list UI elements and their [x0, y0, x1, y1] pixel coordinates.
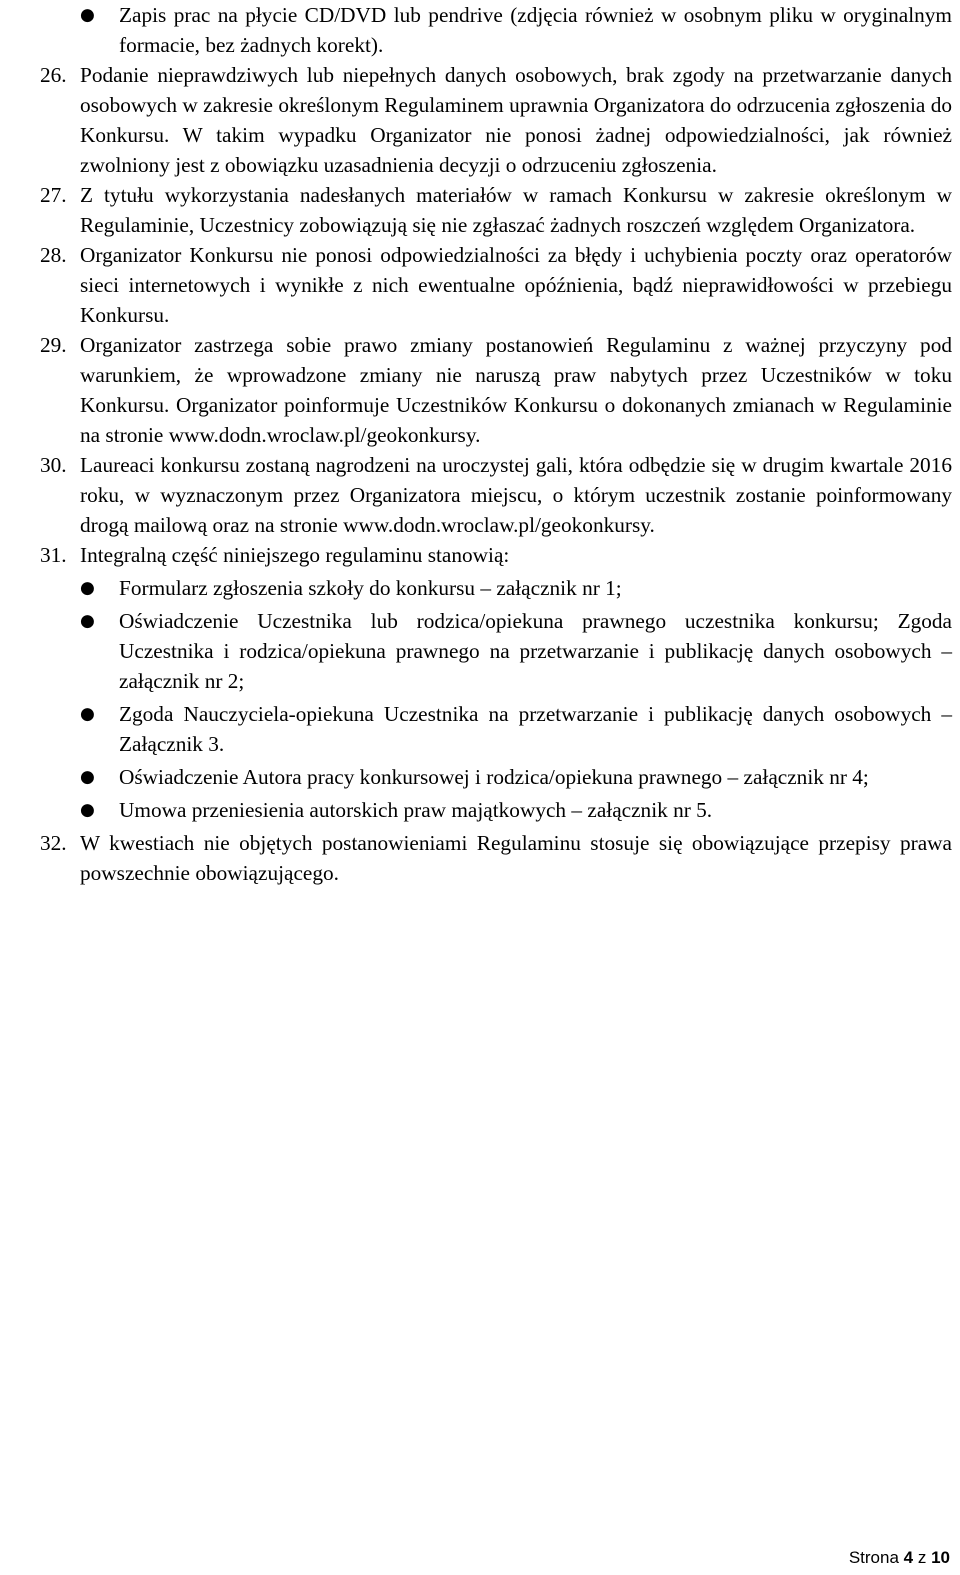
item-number: 32.: [40, 831, 67, 855]
list-item-text: Formularz zgłoszenia szkoły do konkursu – załącznik nr 1;: [119, 576, 622, 600]
numbered-item-32: [40, 828, 952, 888]
bullet-icon: ●: [80, 5, 95, 25]
bullet-icon: ●: [80, 704, 95, 724]
list-item: [40, 0, 952, 60]
list-item: [40, 699, 952, 759]
item-text: Integralną część niniejszego regulaminu stanowią:: [80, 543, 510, 567]
numbered-item-27: [40, 180, 952, 240]
list-item-text: Umowa przeniesienia autorskich praw majątkowych – załącznik nr 5.: [119, 798, 713, 822]
list-item: [40, 762, 952, 792]
item-number: 27.: [40, 183, 67, 207]
list-item-text: Oświadczenie Autora pracy konkursowej i rodzica/opiekuna prawnego – załącznik nr 4;: [119, 765, 869, 789]
item-number: 31.: [40, 543, 67, 567]
numbered-item-30: [40, 450, 952, 540]
current-page-number: 4: [903, 1548, 914, 1567]
list-item-text: Zgoda Nauczyciela-opiekuna Uczestnika na przetwarzanie i publikację danych osobowych – Załącznik 3.: [119, 702, 952, 756]
list-item: [40, 795, 952, 825]
numbered-item-31: [40, 540, 952, 570]
list-item-text: Oświadczenie Uczestnika lub rodzica/opiekuna prawnego uczestnika konkursu; Zgoda Uczestnika i rodzica/opiekuna prawnego na przetwarzanie i publikację danych osobowych – załącznik nr 2;: [119, 609, 952, 693]
document-body: [40, 0, 952, 888]
item-number: 29.: [40, 333, 67, 357]
item-text: Organizator Konkursu nie ponosi odpowiedzialności za błędy i uchybienia poczty oraz operatorów sieci internetowych i wynikłe z nich ewentualne opóźnienia, bądź nieprawidłowości w przebiegu Konkursu.: [80, 243, 952, 327]
list-item: [40, 606, 952, 696]
numbered-item-29: [40, 330, 952, 450]
list-item: [40, 573, 952, 603]
numbered-item-28: [40, 240, 952, 330]
item-text: Laureaci konkursu zostaną nagrodzeni na uroczystej gali, która odbędzie się w drugim kwartale 2016 roku, w wyznaczonym przez Organizatora miejscu, o którym uczestnik zostanie poinformowany drogą mailową oraz na stronie www.dodn.wroclaw.pl/geokonkursy.: [80, 453, 952, 537]
item-text: Z tytułu wykorzystania nadesłanych materiałów w ramach Konkursu w zakresie określonym w Regulaminie, Uczestnicy zobowiązują się nie zgłaszać żadnych roszczeń względem Organizatora.: [80, 183, 952, 237]
bullet-icon: ●: [80, 611, 95, 631]
item-text: Podanie nieprawdziwych lub niepełnych danych osobowych, brak zgody na przetwarzanie danych osobowych w zakresie określonym Regulaminem uprawnia Organizatora do odrzucenia zgłoszenia do Konkursu. W takim wypadku Organizator nie ponosi żadnej odpowiedzialności, jak również zwolniony jest z obowiązku uzasadnienia decyzji o odrzuceniu zgłoszenia.: [80, 63, 952, 177]
numbered-item-26: [40, 60, 952, 180]
bullet-icon: ●: [80, 767, 95, 787]
attachments-list: [40, 573, 952, 825]
item-number: 30.: [40, 453, 67, 477]
bullet-icon: ●: [80, 800, 95, 820]
footer-label: Strona: [848, 1548, 899, 1567]
item-number: 26.: [40, 63, 67, 87]
list-item-text: Zapis prac na płycie CD/DVD lub pendrive (zdjęcia również w osobnym pliku w oryginalnym formacie, bez żadnych korekt).: [119, 3, 952, 57]
total-pages-number: 10: [931, 1548, 950, 1567]
item-number: 28.: [40, 243, 67, 267]
footer-of: z: [917, 1548, 927, 1567]
item-text: W kwestiach nie objętych postanowieniami Regulaminu stosuje się obowiązujące przepisy prawa powszechnie obowiązującego.: [80, 831, 952, 885]
bullet-icon: ●: [80, 578, 95, 598]
item-text: Organizator zastrzega sobie prawo zmiany postanowień Regulaminu z ważnej przyczyny pod warunkiem, że wprowadzone zmiany nie naruszą praw nabytych przez Uczestników w toku Konkursu. Organizator poinformuje Uczestników Konkursu o dokonanych zmianach w Regulaminie na stronie www.dodn.wroclaw.pl/geokonkursy.: [80, 333, 952, 447]
page-footer: [849, 1547, 950, 1569]
